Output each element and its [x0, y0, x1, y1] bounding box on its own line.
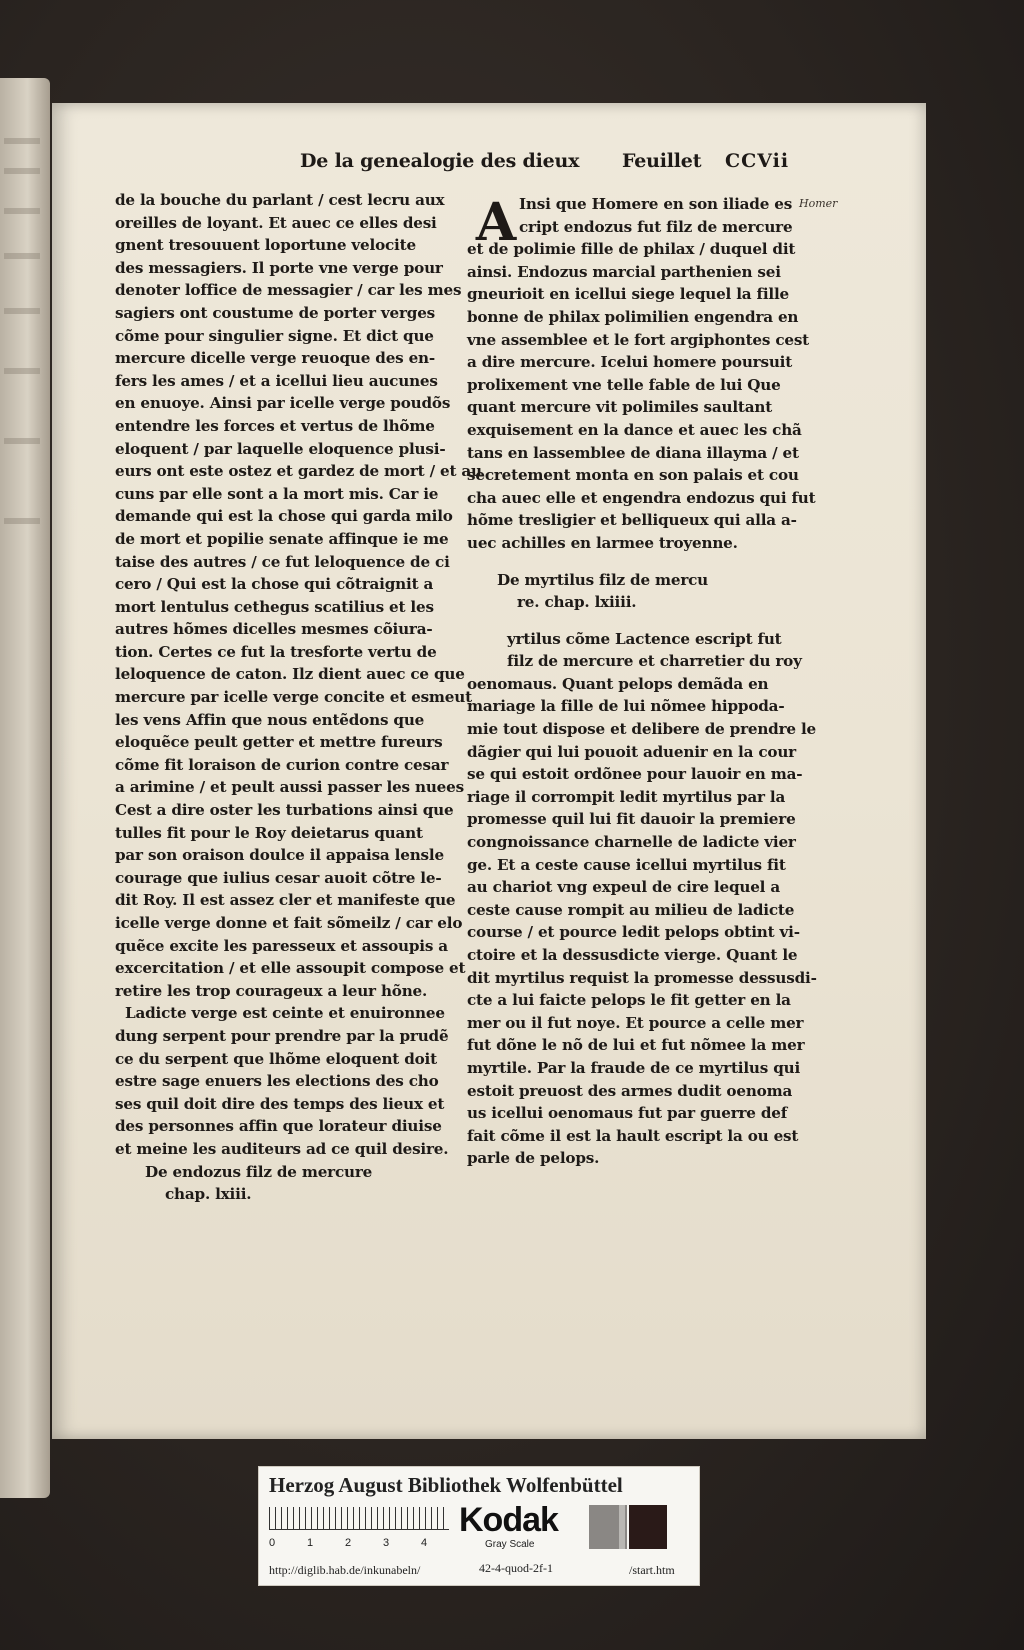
text-line: des personnes affin que lorateur diuise	[115, 1117, 442, 1136]
text-line: eloquẽce peult getter et mettre fureurs	[115, 733, 443, 752]
text-line: secretement monta en son palais et cou	[467, 466, 799, 485]
text-line: dung serpent pour prendre par la prudẽ	[115, 1026, 449, 1045]
ghost-text-line	[4, 208, 40, 214]
text-line: en enuoye. Ainsi par icelle verge poudõs	[115, 394, 451, 413]
ruler-number: 3	[383, 1537, 390, 1549]
text-line: de la bouche du parlant / cest lecru aux	[115, 191, 445, 209]
text-line: ce du serpent que lhõme eloquent doit	[115, 1049, 437, 1068]
ruler-number: 0	[269, 1537, 276, 1549]
right-column	[467, 193, 817, 1170]
text-line: myrtile. Par la fraude de ce myrtilus qui	[467, 1058, 801, 1077]
text-line: ainsi. Endozus marcial parthenien sei	[467, 262, 781, 281]
text-line: leloquence de caton. Ilz dient auec ce que	[115, 665, 465, 684]
text-line: mie tout dispose et delibere de prendre le	[467, 720, 816, 739]
text-line: cript endozus fut filz de mercure	[519, 217, 793, 236]
text-line: retire les trop courageux a leur hõne.	[115, 981, 428, 1000]
ruler-number: 4	[421, 1537, 428, 1549]
text-line: course / et pource ledit pelops obtint vi-	[467, 923, 800, 942]
folio-number: CCVii	[725, 150, 790, 172]
text-line: cha auec elle et engendra endozus qui fut	[467, 488, 816, 507]
text-line: entendre les forces et vertus de lhõme	[115, 416, 435, 435]
text-line: ceste cause rompit au milieu de ladicte	[467, 900, 795, 919]
ghost-text-line	[4, 308, 40, 314]
text-line: dit myrtilus requist la promesse dessusdi-	[467, 968, 817, 987]
chapter-number-myrtilus: re. chap. lxiiii.	[517, 593, 637, 612]
text-line: les vens Affin que nous entẽdons que	[115, 710, 425, 729]
text-line: mer ou il fut noye. Et pource a celle mer	[467, 1013, 804, 1032]
text-line: tans en lassemblee de diana illayma / et	[467, 443, 799, 462]
text-line: fait cõme il est la hault escript la ou est	[467, 1126, 799, 1145]
ghost-text-line	[4, 438, 40, 444]
text-line: cero / Qui est la chose qui cõtraignit a	[115, 575, 434, 594]
text-line: se qui estoit ordõnee pour lauoir en ma-	[467, 765, 803, 784]
text-line: yrtilus cõme Lactence escript fut	[507, 629, 782, 648]
text-line: mariage la fille de lui nõmee hippoda-	[467, 697, 785, 716]
previous-page-edge	[0, 78, 50, 1498]
text-line: a arimine / et peult aussi passer les nuees	[115, 778, 464, 797]
text-line: dit Roy. Il est assez cler et manifeste que	[115, 891, 456, 910]
digital-library-url: http://diglib.hab.de/inkunabeln/	[269, 1563, 421, 1577]
text-line: us icellui oenomaus fut par guerre def	[467, 1104, 788, 1123]
text-line: filz de mercure et charretier du roy	[507, 652, 802, 671]
text-line: denoter loffice de messagier / car les mes	[115, 281, 462, 300]
text-line: a dire mercure. Icelui homere poursuit	[467, 353, 793, 372]
text-line: cõme pour singulier signe. Et dict que	[115, 326, 434, 345]
text-line: mort lentulus cethegus scatilius et les	[115, 597, 434, 616]
text-line: quẽce excite les paresseux et assoupis a	[115, 936, 448, 955]
text-line: hõme tresligier et belliqueux qui alla a-	[467, 511, 797, 530]
text-line: eloquent / par laquelle eloquence plusi-	[115, 439, 446, 458]
ghost-text-line	[4, 253, 40, 259]
text-line: gnent tresouuent loportune velocite	[115, 236, 416, 255]
start-url: /start.htm	[629, 1563, 675, 1577]
text-line: parle de pelops.	[467, 1149, 600, 1168]
text-line: oreilles de loyant. Et auec ce elles desi	[115, 213, 437, 232]
text-line: riage il corrompit ledit myrtilus par la	[467, 787, 786, 806]
text-line: tulles fit pour le Roy deietarus quant	[115, 823, 423, 842]
text-line: ge. Et a ceste cause icellui myrtilus fit	[467, 855, 786, 874]
text-line: oenomaus. Quant pelops demãda en	[467, 674, 769, 693]
text-line: promesse quil lui fit dauoir la premiere	[467, 810, 796, 829]
text-line: des messagiers. Il porte vne verge pour	[115, 258, 443, 277]
text-line: demande qui est la chose qui garda milo	[115, 507, 453, 526]
ghost-text-line	[4, 518, 40, 524]
text-line: sagiers ont coustume de porter verges	[115, 303, 436, 322]
gray-swatch-light	[619, 1505, 625, 1549]
text-line: bonne de philax polimilien engendra en	[467, 307, 799, 326]
right-column-text-endozus	[467, 193, 817, 555]
ruler-number: 2	[345, 1537, 352, 1549]
margin-note: Homer	[799, 197, 838, 210]
text-line: vne assemblee et le fort argiphontes cest	[467, 330, 810, 349]
left-column	[115, 189, 482, 1206]
text-line: Insi que Homere en son iliade es	[519, 195, 793, 213]
text-line: icelle verge donne et fait sõmeilz / car elo	[115, 914, 463, 932]
ghost-text-line	[4, 138, 40, 144]
text-line: et de polimie fille de philax / duquel dit	[467, 240, 796, 259]
scale-ruler	[269, 1507, 449, 1530]
text-line: excercitation / et elle assoupit compose et	[115, 959, 466, 978]
text-line: cõme fit loraison de curion contre cesar	[115, 755, 449, 774]
text-line: eurs ont este ostez et gardez de mort / et au	[115, 462, 482, 481]
text-line: courage que iulius cesar auoit cõtre le-	[115, 868, 442, 887]
text-line: congnoissance charnelle de ladicte vier	[467, 833, 796, 852]
shelfmark: 42-4-quod-2f-1	[479, 1561, 553, 1575]
ruler-number: 1	[307, 1537, 314, 1549]
ghost-text-line	[4, 168, 40, 174]
text-line: fut dõne le nõ de lui et fut nõmee la mer	[467, 1036, 805, 1055]
text-line: au chariot vng expeul de cire lequel a	[467, 878, 780, 897]
text-line: quant mercure vit polimiles saultant	[467, 398, 773, 417]
text-line: cte a lui faicte pelops le fit getter en la	[467, 991, 791, 1010]
library-label	[258, 1466, 700, 1586]
text-line: uec achilles en larmee troyenne.	[467, 533, 738, 552]
folio-word: Feuillet	[622, 150, 702, 172]
text-line: exquisement en la dance et auec les chã	[467, 420, 802, 439]
right-column-text-myrtilus	[467, 628, 817, 1170]
text-line: autres hõmes dicelles mesmes cõiura-	[115, 620, 433, 639]
ghost-text-line	[4, 368, 40, 374]
drop-cap-initial: A	[475, 192, 517, 253]
kodak-logo: Kodak	[459, 1501, 558, 1539]
gray-swatch-dark	[629, 1505, 667, 1549]
chapter-heading-endozus: De endozus filz de mercure	[145, 1162, 373, 1181]
text-line: Cest a dire oster les turbations ainsi que	[115, 801, 454, 820]
gray-scale-text: Gray Scale	[485, 1539, 535, 1550]
chapter-number-endozus: chap. lxiii.	[165, 1185, 252, 1204]
text-line: de mort et popilie senate affinque ie me	[115, 529, 449, 548]
text-line: tion. Certes ce fut la tresforte vertu de	[115, 642, 437, 661]
text-line: par son oraison doulce il appaisa lensle	[115, 846, 444, 865]
left-column-text	[115, 189, 482, 1161]
text-line: ses quil doit dire des temps des lieux et	[115, 1094, 445, 1113]
text-line: et meine les auditeurs ad ce quil desire.	[115, 1139, 449, 1158]
text-line: estoit preuost des armes dudit oenoma	[467, 1081, 793, 1100]
running-title: De la genealogie des dieux	[300, 150, 580, 172]
text-line: gneurioit en icellui siege lequel la fille	[467, 285, 790, 304]
text-line: ctoire et la dessusdicte vierge. Quant le	[467, 946, 798, 964]
text-line: cuns par elle sont a la mort mis. Car ie	[115, 484, 439, 503]
text-line: mercure par icelle verge concite et esmeut	[115, 688, 472, 707]
text-line: fers les ames / et a icellui lieu aucunes	[115, 371, 438, 390]
chapter-heading-myrtilus: De myrtilus filz de mercu	[497, 570, 709, 589]
text-line: dãgier qui lui pouoit aduenir en la cour	[467, 742, 796, 761]
library-name: Herzog August Bibliothek Wolfenbüttel	[269, 1473, 623, 1497]
text-line: Ladicte verge est ceinte et enuironnee	[125, 1004, 445, 1023]
text-line: mercure dicelle verge reuoque des en-	[115, 349, 435, 368]
text-line: estre sage enuers les elections des cho	[115, 1072, 439, 1091]
text-line: taise des autres / ce fut leloquence de ci	[115, 552, 450, 571]
text-line: prolixement vne telle fable de lui Que	[467, 375, 781, 394]
